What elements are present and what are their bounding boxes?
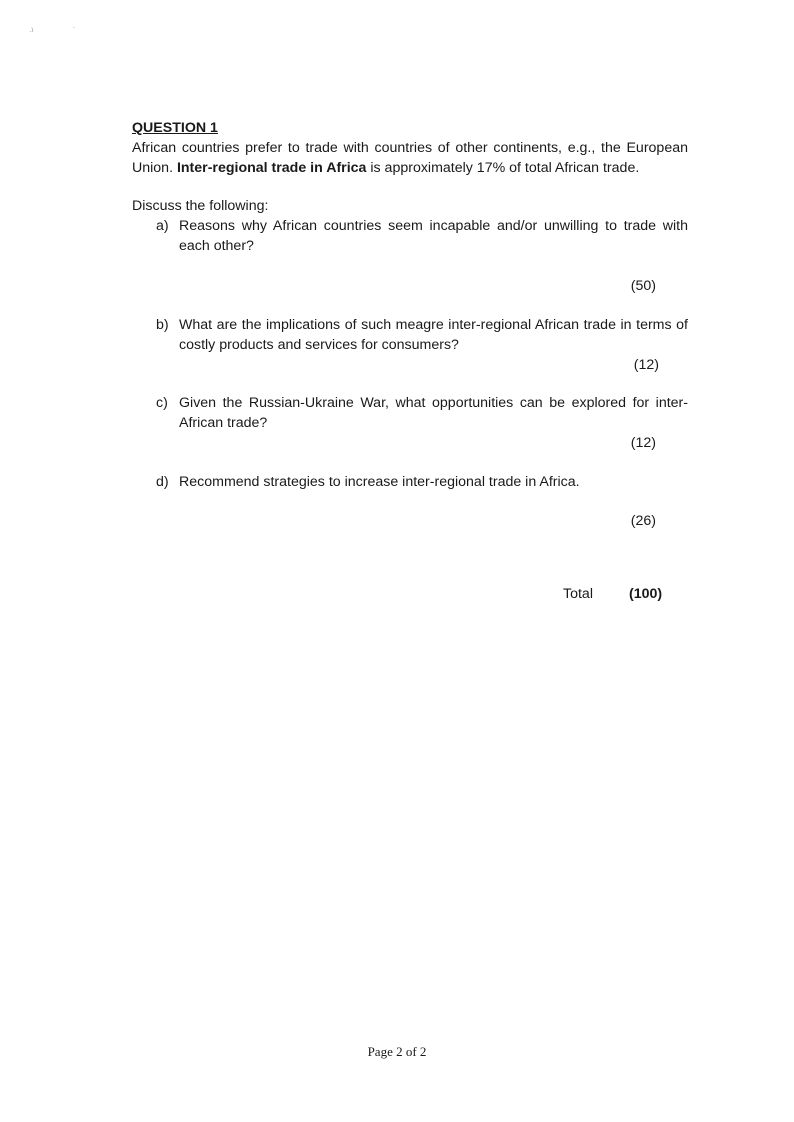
sub-question-letter: a) bbox=[156, 218, 169, 234]
sub-question-text: Recommend strategies to increase inter-regional trade in Africa. bbox=[179, 474, 580, 490]
sub-question-marks: (50) bbox=[630, 278, 656, 294]
total-label: Total bbox=[563, 586, 593, 602]
question-intro bbox=[132, 138, 688, 178]
sub-question-marks: (12) bbox=[630, 435, 656, 451]
page-number: Page 2 of 2 bbox=[367, 1044, 427, 1059]
sub-question-c bbox=[132, 393, 688, 433]
total-value: (100) bbox=[629, 586, 663, 602]
sub-question-letter: d) bbox=[156, 474, 169, 490]
question-block bbox=[132, 118, 688, 602]
sub-question-marks: (26) bbox=[630, 513, 656, 529]
sub-question-b bbox=[132, 315, 688, 355]
sub-question-text: Given the Russian-Ukraine War, what opportunities can be explored for inter-African trade? bbox=[179, 395, 688, 431]
sub-question-marks: (12) bbox=[633, 357, 659, 373]
sub-question-d bbox=[132, 472, 688, 492]
sub-question-a bbox=[132, 216, 688, 256]
intro-bold-text: Inter-regional trade in Africa bbox=[176, 160, 367, 176]
sub-question-letter: c) bbox=[156, 395, 168, 411]
sub-question-text: Reasons why African countries seem incapable and/or unwilling to trade with each other? bbox=[179, 218, 688, 254]
discuss-label: Discuss the following: bbox=[132, 198, 269, 214]
intro-text-1: African countries prefer to trade with countries of other continents, e.g., the European Union. bbox=[132, 140, 688, 176]
scan-artifact: ` bbox=[73, 28, 75, 34]
sub-question-text: What are the implications of such meagre inter-regional African trade in terms of costly products and services for consumers? bbox=[179, 317, 688, 353]
intro-text-2: is approximately 17% of total African trade. bbox=[366, 160, 640, 176]
total-row bbox=[132, 584, 688, 604]
question-title: QUESTION 1 bbox=[132, 120, 218, 136]
scan-artifact: .\ bbox=[30, 28, 34, 34]
sub-question-letter: b) bbox=[156, 317, 169, 333]
